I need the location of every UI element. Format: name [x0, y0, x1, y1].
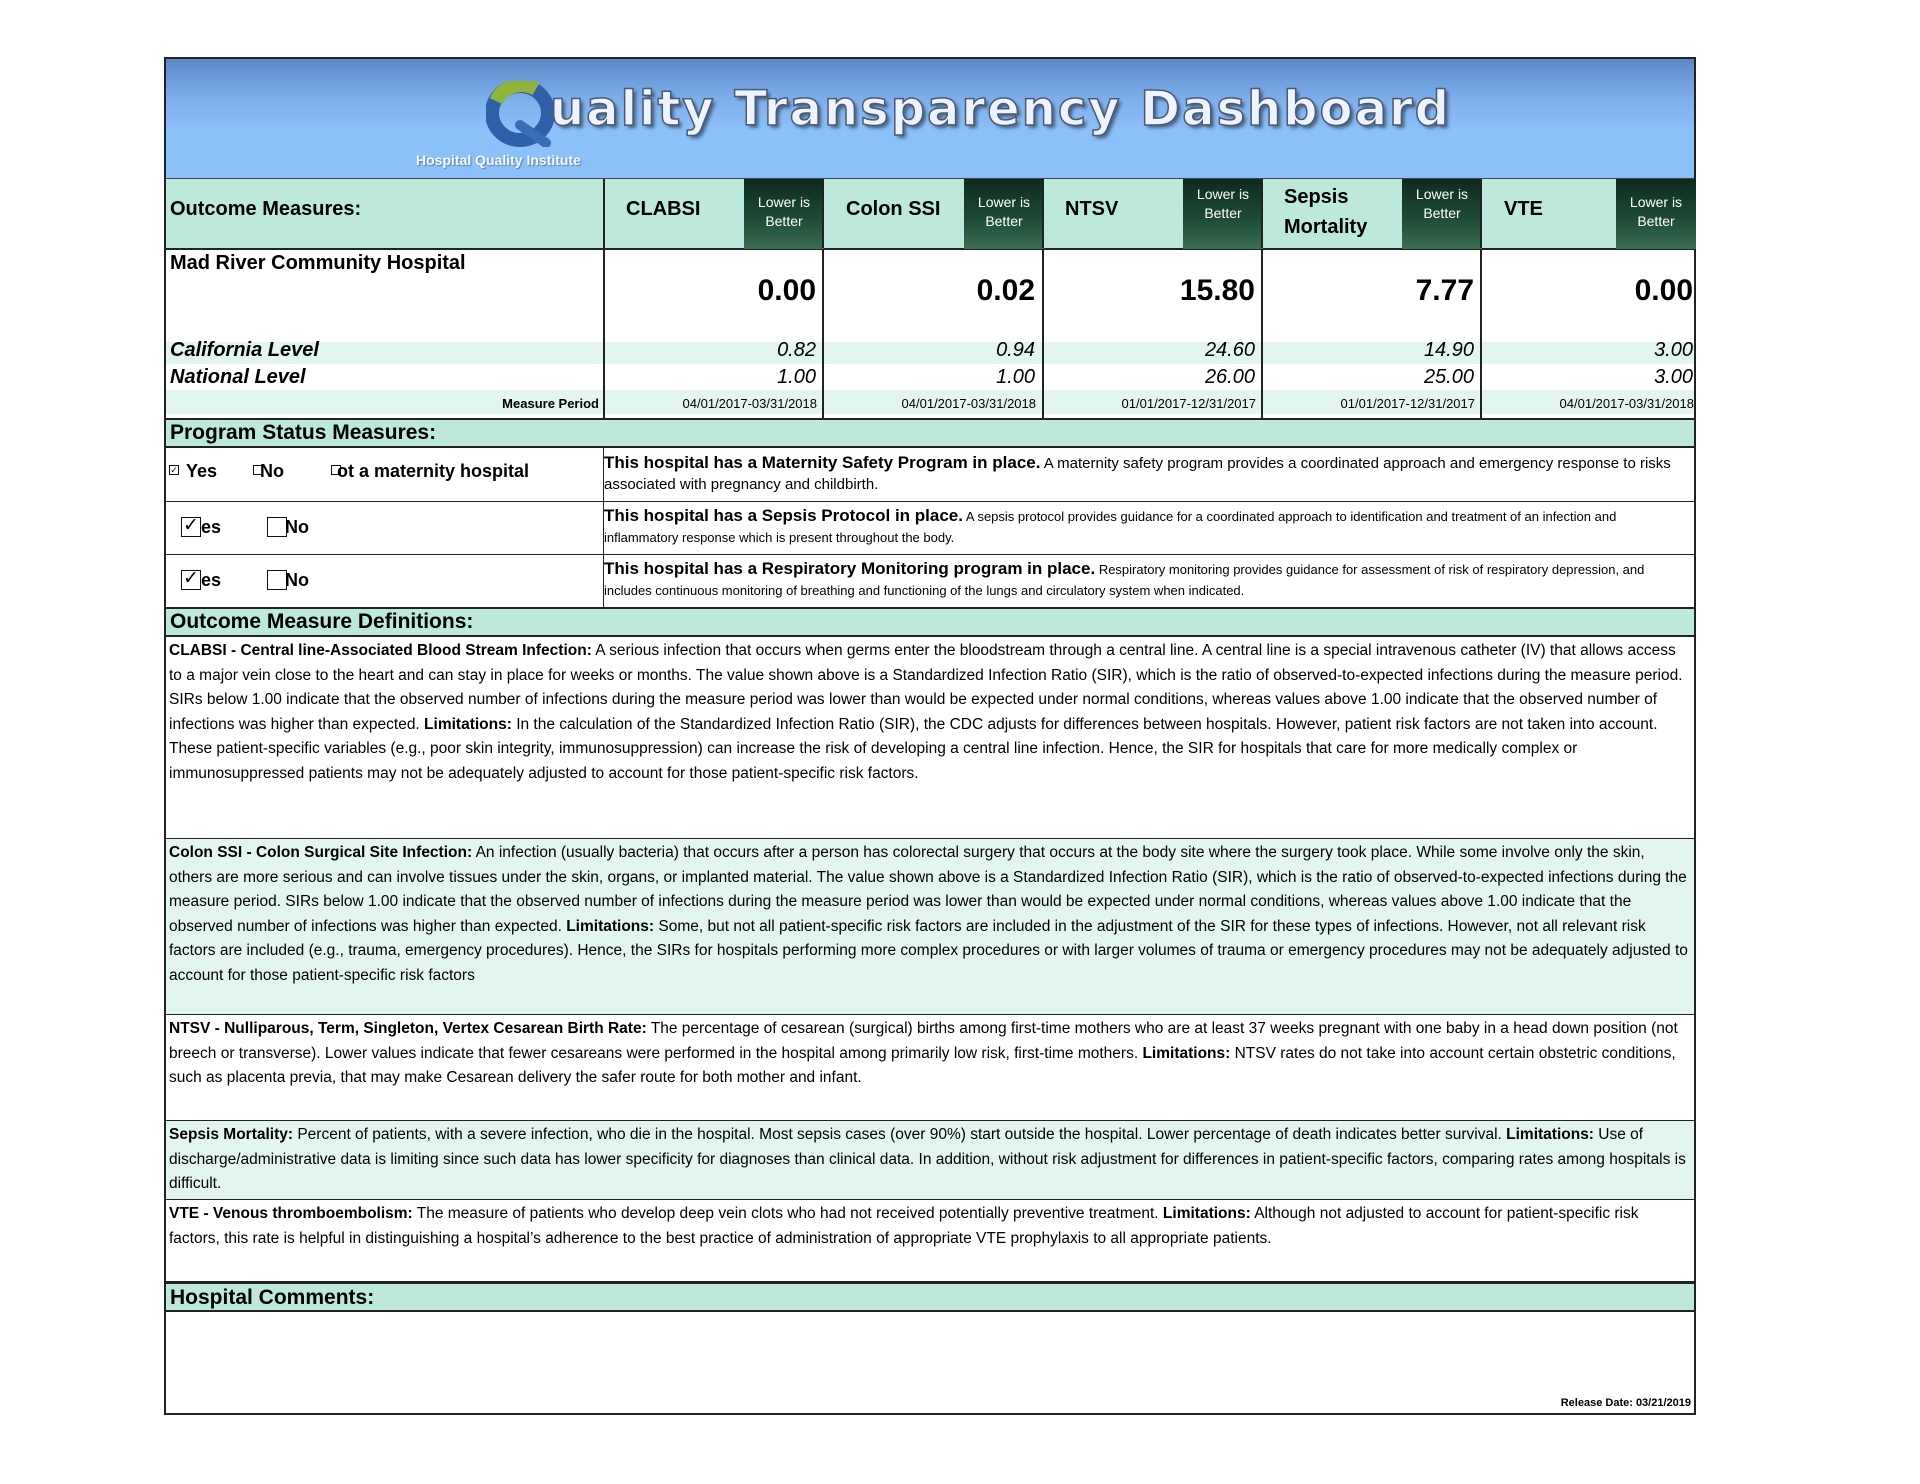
checkbox-sepsis-no[interactable]: [267, 517, 287, 537]
checkbox-sepsis-yes[interactable]: ✓: [181, 517, 201, 537]
dashboard-sheet: [164, 57, 1696, 1415]
measure-period-label: Measure Period: [502, 396, 599, 411]
program-status-heading: Program Status Measures:: [166, 418, 1694, 448]
column-header-clabsi: CLABSI: [626, 198, 701, 220]
checkbox-label-yes: Yes: [186, 461, 218, 481]
program-row-maternity: [166, 448, 1694, 502]
values-block: [166, 250, 1694, 418]
checkbox-label-no: No: [285, 517, 309, 537]
definition-ntsv: NTSV - Nulliparous, Term, Singleton, Vertex Cesarean Birth Rate: The percentage of cesarean (surgical) births among first-time mothers who are at least 37 weeks pregnant with one baby in a head down position (not breech or transverse). Lower values indicate that fewer cesareans were performed in the hospital among primarily low risk, first-time mothers. Limitations: NTSV rates do not take into account certain obstetric conditions, such as placenta previa, that may make Cesarean delivery the safer route for both mother and infant.: [166, 1015, 1694, 1121]
value-hospital-vte: 0.00: [1634, 274, 1693, 307]
program-row-respiratory: [166, 554, 1694, 607]
value-california-vte: 3.00: [1654, 339, 1693, 361]
respiratory-program-text: This hospital has a Respiratory Monitoring program in place. Respiratory monitoring provides guidance for assessment of risk of respiratory depression, and includes continuous monitoring of breathing and functioning of the lungs and circulatory system when indicated.: [604, 559, 1645, 598]
checkbox-label-yes: es: [201, 517, 222, 537]
dashboard-title: uality Transparency Dashboard: [550, 81, 1452, 137]
lower-is-better-badge: Lower is Better: [744, 179, 824, 249]
value-california-clabsi: 0.82: [777, 339, 816, 361]
lower-is-better-badge: Lower is Better: [1616, 179, 1696, 249]
measures-header-row: [166, 178, 1694, 250]
value-national-vte: 3.00: [1654, 366, 1693, 388]
outcome-measures-label: Outcome Measures:: [170, 198, 362, 220]
checkbox-respiratory-yes[interactable]: ✓: [181, 570, 201, 590]
hospital-comments-heading: Hospital Comments:: [166, 1281, 1694, 1312]
value-california-sepsis: 14.90: [1423, 339, 1474, 361]
value-national-colon-ssi: 1.00: [996, 366, 1035, 388]
sepsis-protocol-text: This hospital has a Sepsis Protocol in place. A sepsis protocol provides guidance for a coordinated approach to identification and treatment of an infection and inflammatory response which is present throughout the body.: [604, 506, 1617, 545]
checkbox-label-not-maternity: ot a maternity hospital: [337, 461, 530, 481]
maternity-program-text: This hospital has a Maternity Safety Program in place. A maternity safety program provides a coordinated approach and emergency response to risks associated with pregnancy and childbirth.: [604, 453, 1671, 493]
column-header-colon-ssi: Colon SSI: [846, 198, 941, 220]
definition-vte: VTE - Venous thromboembolism: The measure of patients who develop deep vein clots who had not received potentially preventive treatment. Limitations: Although not adjusted to account for patient-specific risk factors, this rate is helpful in distinguishing a hospital’s adherence to the best practice of administration of appropriate VTE prophylaxis to all appropriate patients.: [169, 1205, 1639, 1247]
program-row-sepsis: [166, 501, 1694, 555]
value-hospital-ntsv: 15.80: [1179, 274, 1255, 307]
release-date: Release Date: 03/21/2019: [1560, 1397, 1691, 1409]
value-national-ntsv: 26.00: [1204, 366, 1255, 388]
lower-is-better-badge: Lower is Better: [1183, 179, 1263, 249]
period-vte: 04/01/2017-03/31/2018: [1559, 396, 1694, 411]
value-national-clabsi: 1.00: [777, 366, 816, 388]
checkbox-respiratory-no[interactable]: [267, 570, 287, 590]
hospital-comments-area: [166, 1312, 1694, 1413]
checkbox-label-no: No: [285, 570, 309, 590]
national-level-label: National Level: [170, 366, 306, 388]
period-ntsv: 01/01/2017-12/31/2017: [1121, 396, 1256, 411]
value-national-sepsis: 25.00: [1423, 366, 1474, 388]
value-california-ntsv: 24.60: [1204, 339, 1255, 361]
california-level-label: California Level: [170, 339, 319, 361]
column-header-vte: VTE: [1504, 198, 1543, 220]
checkbox-maternity-yes[interactable]: ✓: [170, 465, 178, 475]
hospital-name: Mad River Community Hospital: [170, 252, 466, 274]
lower-is-better-badge: Lower is Better: [1402, 179, 1482, 249]
value-hospital-clabsi: 0.00: [757, 274, 816, 307]
column-header-sepsis-mortality: Sepsis Mortality: [1284, 186, 1368, 238]
definitions-heading: Outcome Measure Definitions:: [166, 607, 1694, 637]
header-banner: [166, 59, 1694, 178]
period-clabsi: 04/01/2017-03/31/2018: [682, 396, 817, 411]
value-hospital-sepsis: 7.77: [1415, 274, 1474, 307]
definition-sepsis-mortality: Sepsis Mortality: Percent of patients, with a severe infection, who die in the hospital. Most sepsis cases (over 90%) start outside the hospital. Lower percentage of death indicates better survival. Limitations: Use of discharge/administrative data is limiting since such data has lower specificity for diagnoses than clinical data. In addition, without risk adjustment for differences in patient-specific factors, comparing rates among hospitals is difficult.: [166, 1121, 1694, 1200]
value-hospital-colon-ssi: 0.02: [976, 274, 1035, 307]
checkbox-label-no: No: [260, 461, 284, 481]
column-header-ntsv: NTSV: [1065, 198, 1119, 220]
period-sepsis: 01/01/2017-12/31/2017: [1340, 396, 1475, 411]
definition-clabsi: CLABSI - Central line-Associated Blood Stream Infection: A serious infection that occurs when germs enter the bloodstream through a central line. A central line is a special intravenous catheter (IV) that allows access to a major vein close to the heart and can stay in place for weeks or months. The value shown above is a Standardized Infection Ratio (SIR), which is the ratio of observed-to-expected infections during the measure period. SIRs below 1.00 indicate that the observed number of infections during the measure period was lower than would be expected under normal conditions, whereas values above 1.00 indicate that the observed number of infections was higher than expected. Limitations: In the calculation of the Standardized Infection Ratio (SIR), the CDC adjusts for differences between hospitals. However, patient risk factors are not taken into account. These patient-specific variables (e.g., poor skin integrity, immunosuppression) can increase the risk of developing a central line infection. Hence, the SIR for hospitals that care for more medically complex or immunosuppressed patients may not be adequately adjusted to account for those patient-specific risk factors.: [166, 637, 1694, 839]
value-california-colon-ssi: 0.94: [996, 339, 1035, 361]
definition-colon-ssi: Colon SSI - Colon Surgical Site Infection: An infection (usually bacteria) that occurs after a person has colorectal surgery that occurs at the body site where the surgery took place. While some involve only the skin, others are more serious and can involve tissues under the skin, organs, or implanted material. The value shown above is a Standardized Infection Ratio (SIR), which is the ratio of observed-to-expected infections during the measure period. SIRs below 1.00 indicate that the observed number of infections during the measure period was lower than would be expected under normal conditions, whereas values above 1.00 indicate that the observed number of infections was higher than expected. Limitations: Some, but not all patient-specific risk factors are included in the adjustment of the SIR for these types of infections. However, not all relevant risk factors are included (e.g., trauma, emergency procedures). Hence, the SIRs for hospitals performing more complex procedures or with larger volumes of trauma or emergency procedures may not be adequately adjusted to account for those patient-specific risk factors: [166, 839, 1694, 1015]
period-colon-ssi: 04/01/2017-03/31/2018: [901, 396, 1036, 411]
dashboard-subtitle: Hospital Quality Institute: [416, 152, 581, 168]
checkbox-label-yes: es: [201, 570, 222, 590]
lower-is-better-badge: Lower is Better: [964, 179, 1044, 249]
